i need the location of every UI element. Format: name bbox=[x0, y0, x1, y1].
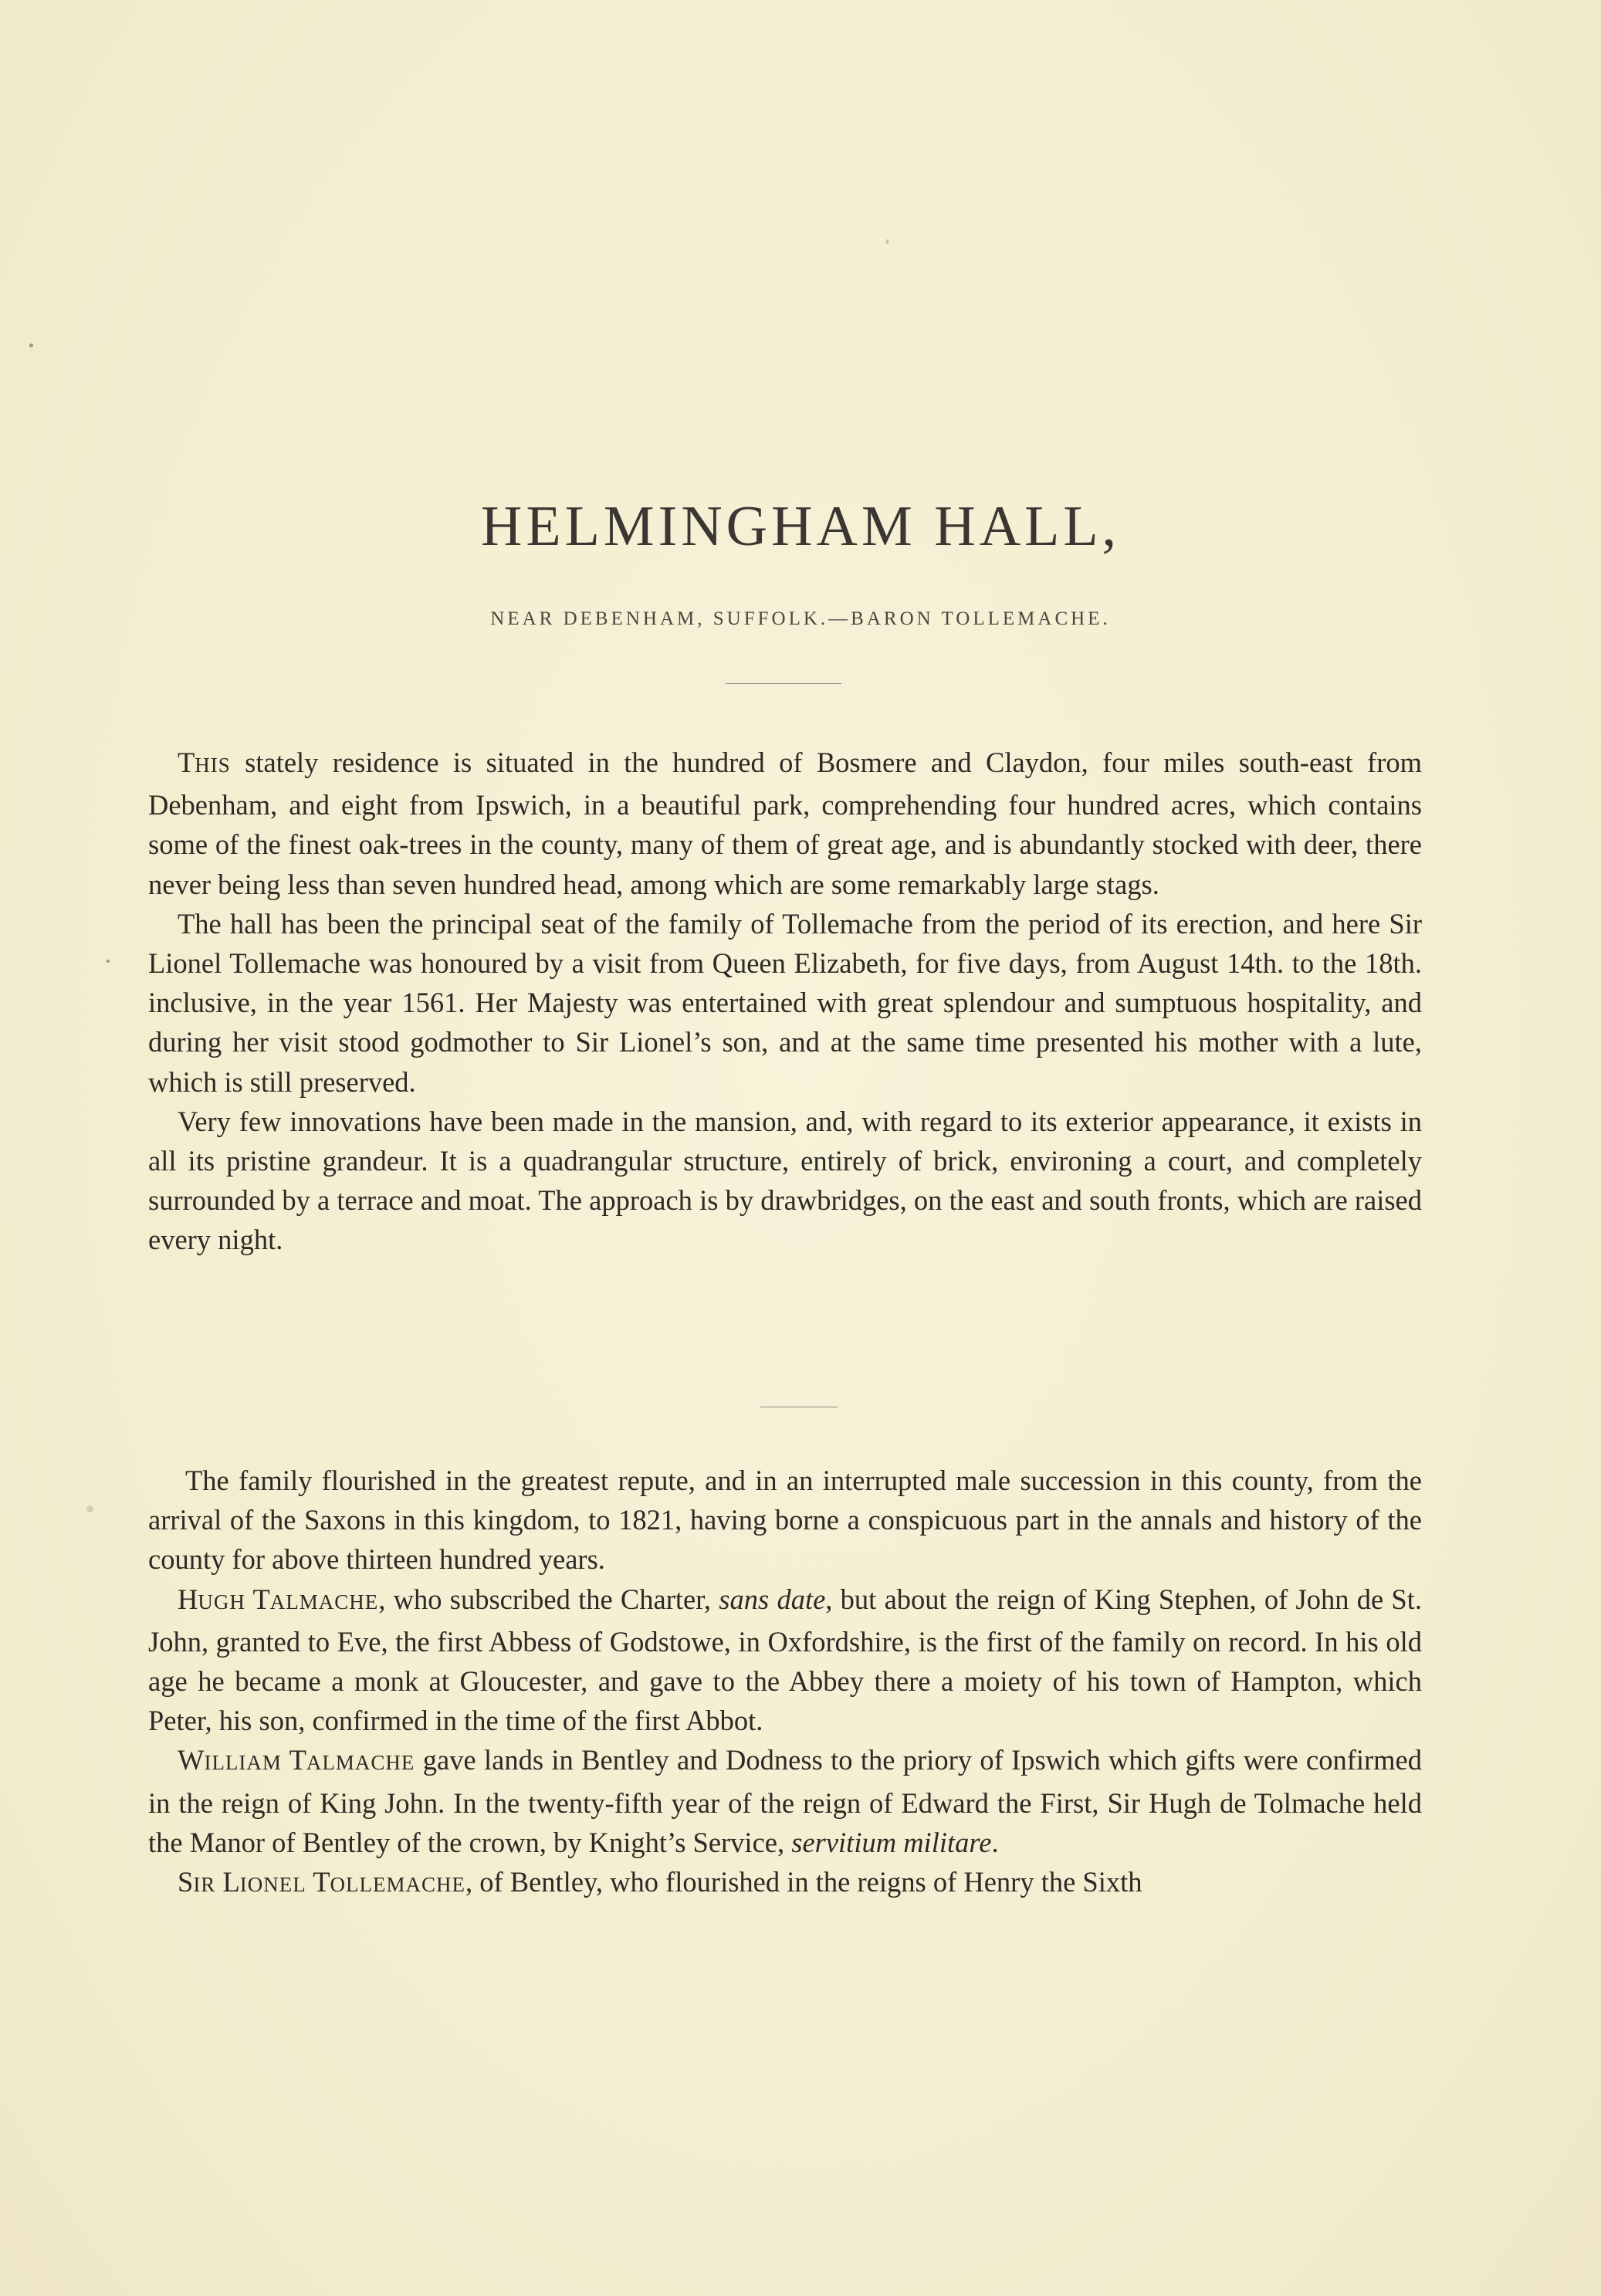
paper-speck bbox=[29, 344, 33, 347]
paragraph-text: , who subscribed the Charter, bbox=[378, 1583, 719, 1615]
page-subtitle: NEAR DEBENHAM, SUFFOLK.—BARON TOLLEMACHE. bbox=[490, 608, 1111, 629]
paragraph: Very few innovations have been made in the mansion, and, with regard to its exterior appearance, it exists in all its pristine grandeur. It is a quadrangular structure, entirely of brick, environing a court, and completely surrounded by a terrace and moat. The approach is by drawbridges, on the east and south fronts, which are raised every night. bbox=[148, 1105, 1422, 1256]
page-title: HELMINGHAM HALL, bbox=[480, 495, 1121, 558]
italic-text: servitium militare bbox=[791, 1826, 992, 1858]
italic-text: sans date bbox=[719, 1583, 826, 1615]
small-caps-initial: T bbox=[178, 747, 195, 778]
small-caps-initial: L bbox=[222, 1866, 240, 1898]
paragraph-text: . bbox=[991, 1826, 999, 1858]
small-caps-initial: T bbox=[252, 1583, 270, 1615]
small-caps-initial: H bbox=[178, 1583, 198, 1615]
small-caps-text: UGH bbox=[198, 1590, 245, 1614]
paragraph: The hall has been the principal seat of the family of Tollemache from the period of its erection, and here Sir Lionel Tollemache was honoured by a visit from Queen Elizabeth, for five days, from August 14th. to the 18th. inclusive, in the year 1561. Her Majesty was entertained with great splendour and sumptuous hospitality, and during her visit stood godmother to Sir Lionel’s son, and at the same time presented his mother with a lute, which is still preserved. bbox=[148, 907, 1422, 1098]
paragraph-text: stately residence is situated in the hundred of Bosmere and Claydon, four miles south-east from Debenham, and eight from Ipswich, in a beautiful park, comprehending four hundred acres, which contains some of the finest oak-trees in the county, many of them of great age, and is abundantly stocked with deer, there never being less than seven hundred head, among which are some remarkably large stags. bbox=[148, 747, 1422, 900]
paper-speck bbox=[86, 1505, 93, 1512]
small-caps-text: HIS bbox=[195, 753, 231, 777]
small-caps-text: ALMACHE bbox=[269, 1590, 379, 1614]
paragraph bbox=[148, 743, 1422, 904]
small-caps-text: IR bbox=[193, 1873, 216, 1897]
small-caps-text: OLLEMACHE bbox=[330, 1873, 465, 1897]
paragraph bbox=[148, 1580, 1422, 1741]
small-caps-text: ILLIAM bbox=[204, 1751, 282, 1775]
section-description bbox=[148, 743, 1422, 1260]
paragraph-text: , but about the reign of King Stephen, of John de St. John, granted to Eve, the first Abbess of Godstowe, in Oxfordshire, is the first of the family on record. In his old age he became a monk at Gloucester, and gave to the Abbey there a moiety of his town of Hampton, which Peter, his son, confirmed in the time of the first Abbot. bbox=[148, 1583, 1422, 1737]
paragraph: The family flourished in the greatest repute, and in an interrupted male succession in this county, from the arrival of the Saxons in this kingdom, to 1821, having borne a conspicuous part in the annals and history of the county for above thirteen hundred years. bbox=[148, 1465, 1422, 1576]
small-caps-initial: T bbox=[289, 1744, 306, 1776]
small-caps-text: IONEL bbox=[239, 1873, 306, 1897]
paper-speck bbox=[107, 960, 110, 963]
paragraph bbox=[148, 1740, 1422, 1862]
small-caps-text: ALMACHE bbox=[306, 1751, 415, 1775]
small-caps-initial: W bbox=[178, 1744, 205, 1776]
paper-speck bbox=[886, 239, 889, 244]
small-caps-initial: T bbox=[313, 1866, 330, 1898]
paragraph-text: , of Bentley, who flourished in the reigns of Henry the Sixth bbox=[465, 1866, 1142, 1898]
paragraph bbox=[148, 1862, 1422, 1905]
title-divider bbox=[726, 683, 841, 684]
small-caps-initial: S bbox=[178, 1866, 194, 1898]
section-family-history bbox=[148, 1461, 1422, 1905]
paragraph-text: gave lands in Bentley and Dodness to the priory of Ipswich which gifts were confirmed in the reign of King John. In the twenty-fifth year of the reign of Edward the First, Sir Hugh de Tolmache held the Manor of Bentley of the crown, by Knight’s Service, bbox=[148, 1744, 1422, 1858]
